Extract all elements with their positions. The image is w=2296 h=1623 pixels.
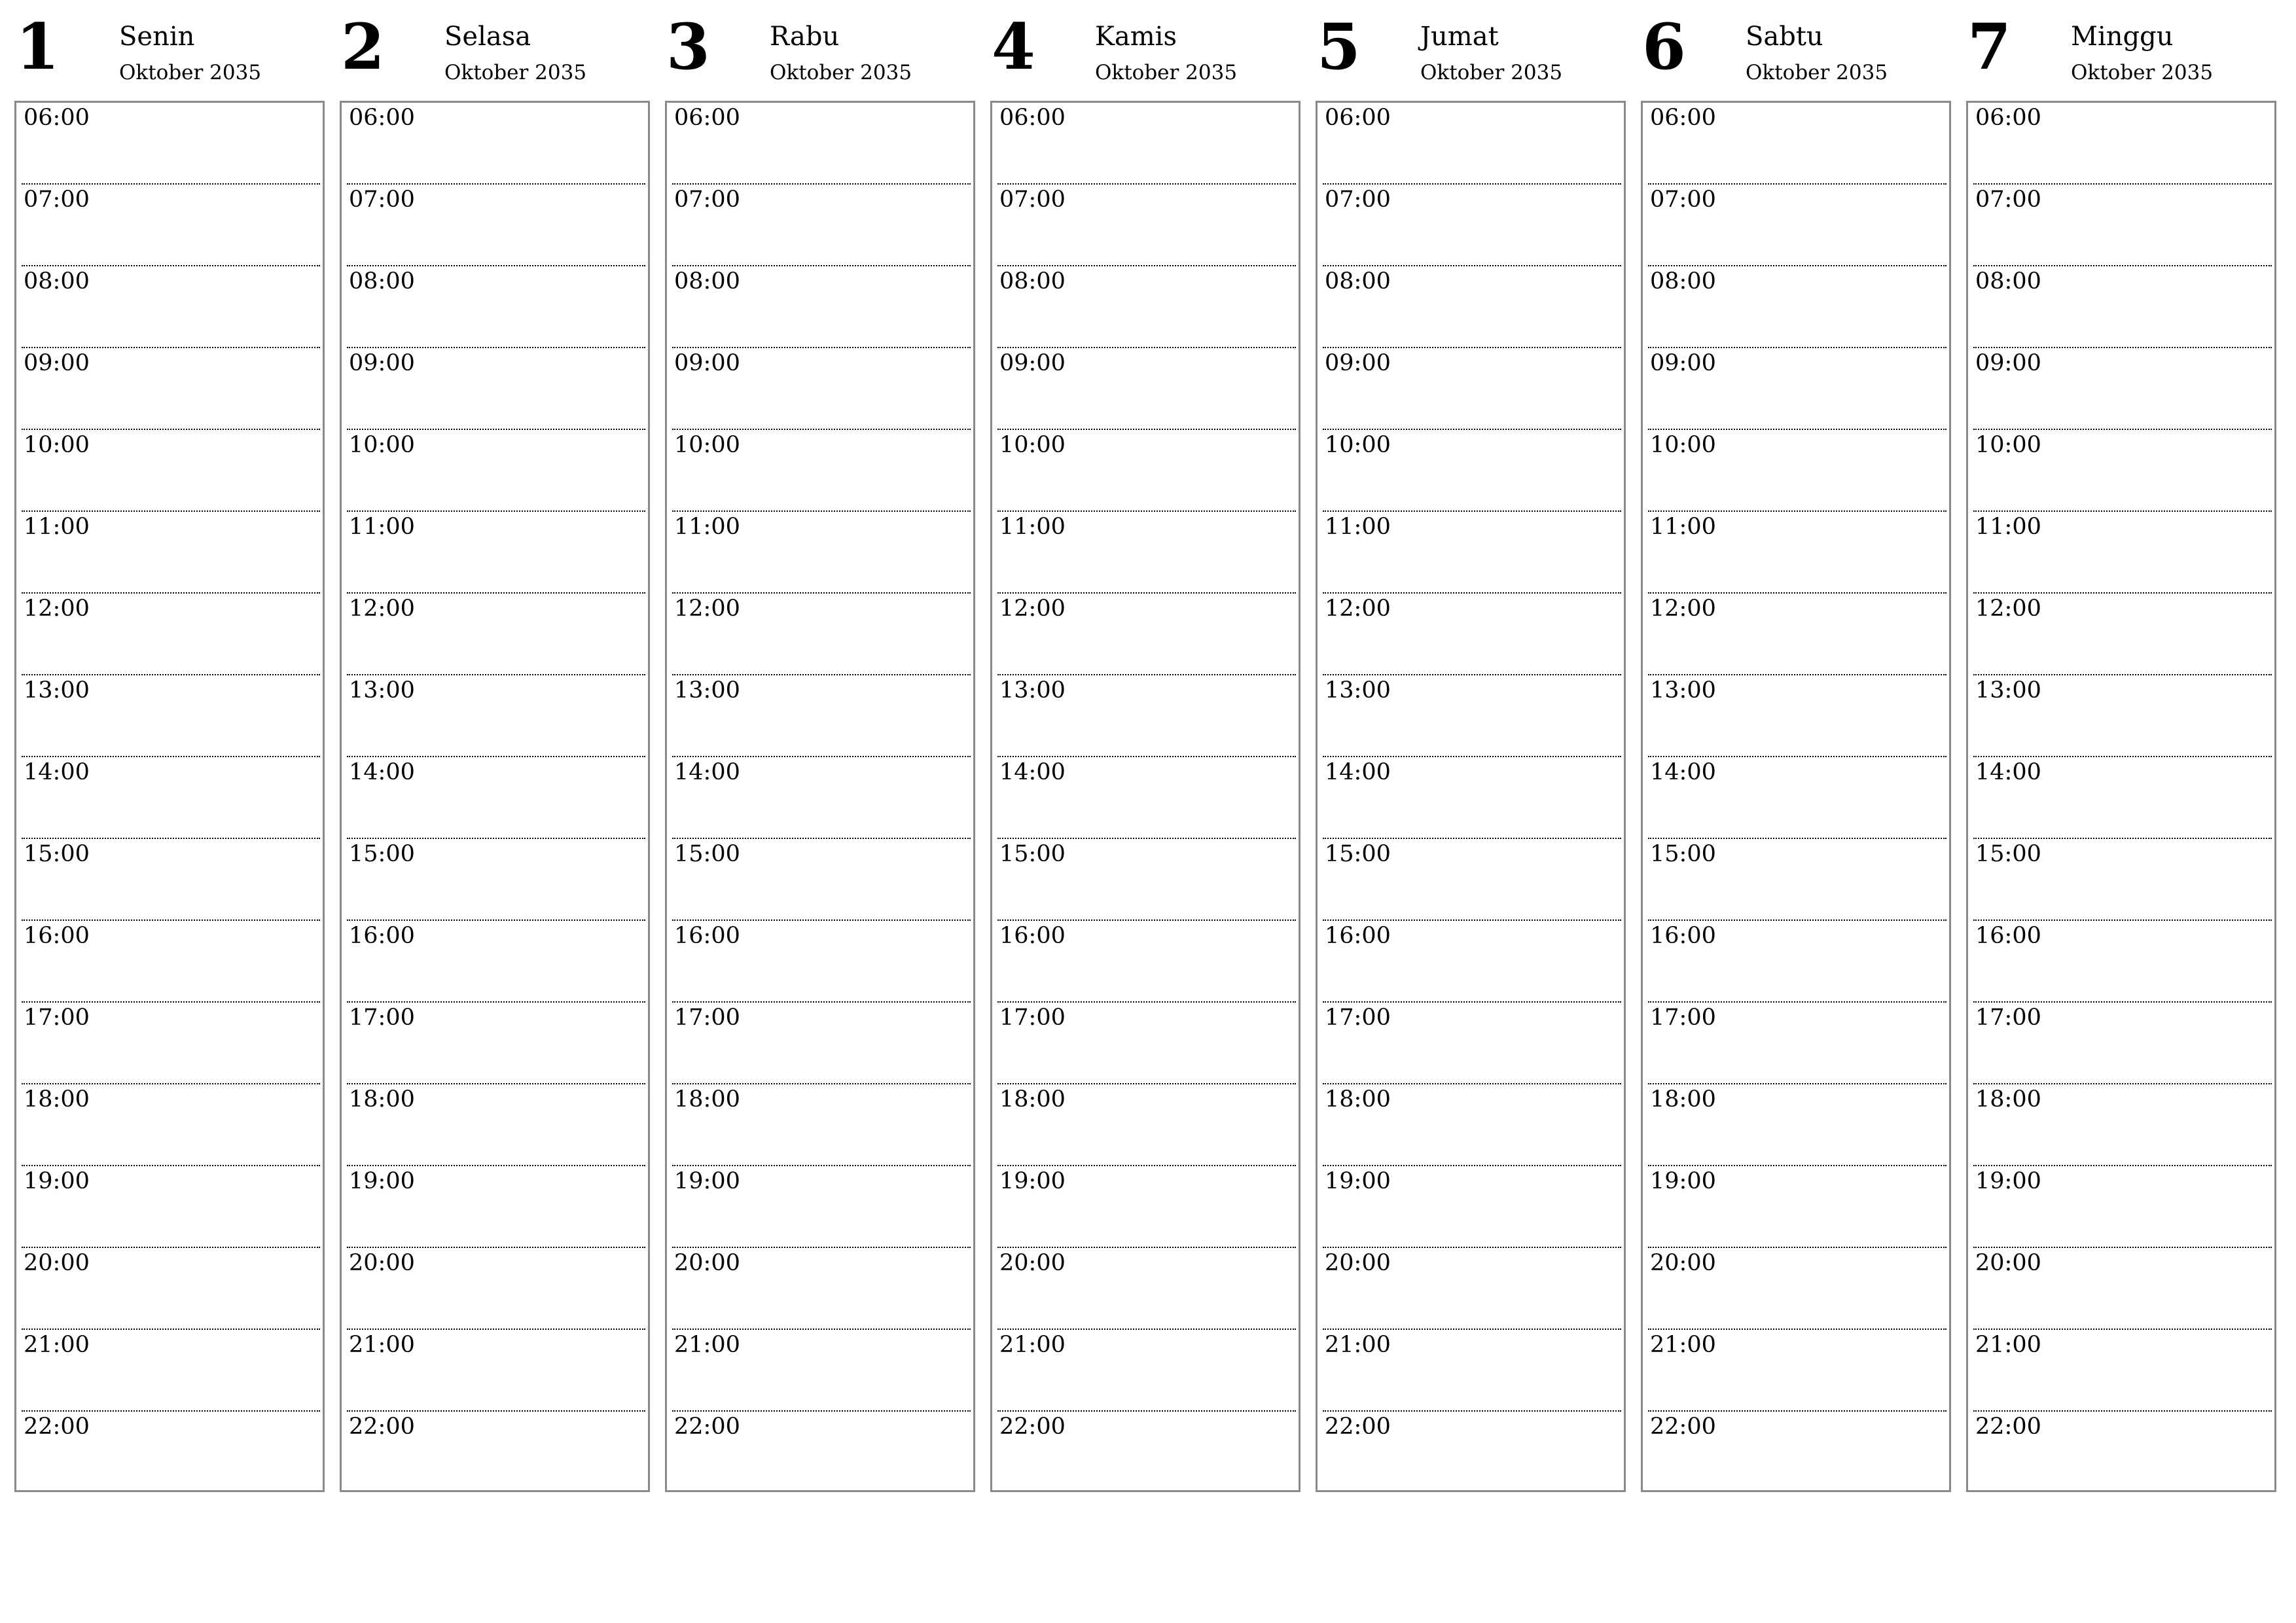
day-header xyxy=(990,0,1303,101)
hour-slot[interactable] xyxy=(1973,1166,2272,1248)
hour-label: 12:00 xyxy=(674,596,740,622)
hour-label: 17:00 xyxy=(1975,1005,2041,1031)
hour-label: 18:00 xyxy=(1325,1086,1391,1113)
hour-label: 21:00 xyxy=(674,1332,740,1358)
hour-slot[interactable] xyxy=(347,185,645,266)
hour-slot[interactable] xyxy=(1323,1003,1621,1084)
hour-label: 21:00 xyxy=(1650,1332,1716,1358)
hour-label: 17:00 xyxy=(999,1005,1066,1031)
hour-label: 21:00 xyxy=(999,1332,1066,1358)
hour-label: 15:00 xyxy=(674,841,740,867)
hour-slot[interactable] xyxy=(1323,266,1621,348)
hour-slot[interactable] xyxy=(1973,921,2272,1003)
hour-slot[interactable] xyxy=(1648,1412,1946,1493)
hour-slot[interactable] xyxy=(997,266,1296,348)
hour-slot[interactable] xyxy=(1973,675,2272,757)
hour-slot[interactable] xyxy=(347,430,645,512)
hour-label: 07:00 xyxy=(999,187,1066,213)
hour-slot[interactable] xyxy=(997,348,1296,430)
hour-label: 10:00 xyxy=(1325,432,1391,458)
hour-label: 06:00 xyxy=(1975,105,2041,131)
hour-slot[interactable] xyxy=(22,1084,320,1166)
hour-label: 18:00 xyxy=(999,1086,1066,1113)
hour-slot[interactable] xyxy=(1648,675,1946,757)
day-header xyxy=(1966,0,2279,101)
hour-label: 15:00 xyxy=(1650,841,1716,867)
hour-label: 14:00 xyxy=(1650,759,1716,785)
hour-label: 22:00 xyxy=(1975,1414,2041,1440)
hour-label: 06:00 xyxy=(999,105,1066,131)
hour-label: 06:00 xyxy=(1650,105,1716,131)
hour-label: 16:00 xyxy=(24,923,90,949)
hour-label: 12:00 xyxy=(24,596,90,622)
hour-label: 22:00 xyxy=(999,1414,1066,1440)
day-name: Senin xyxy=(119,22,195,52)
hour-slot[interactable] xyxy=(997,757,1296,839)
day-column-6 xyxy=(1641,0,1954,1440)
hour-label: 21:00 xyxy=(1975,1332,2041,1358)
day-schedule-box[interactable] xyxy=(990,101,1300,1492)
hour-slot[interactable] xyxy=(1973,185,2272,266)
hour-slot[interactable] xyxy=(672,1248,971,1330)
day-number: 7 xyxy=(1967,10,2011,84)
hour-slot[interactable] xyxy=(347,921,645,1003)
hour-slot[interactable] xyxy=(1323,921,1621,1003)
day-header xyxy=(1316,0,1628,101)
hour-slot[interactable] xyxy=(347,266,645,348)
hour-slot[interactable] xyxy=(997,839,1296,921)
hour-label: 14:00 xyxy=(1325,759,1391,785)
hour-slot[interactable] xyxy=(1648,512,1946,594)
hour-slot[interactable] xyxy=(347,348,645,430)
day-month: Oktober 2035 xyxy=(2071,61,2214,84)
hour-label: 07:00 xyxy=(349,187,415,213)
hour-slot[interactable] xyxy=(1648,921,1946,1003)
hour-slot[interactable] xyxy=(672,921,971,1003)
hour-label: 13:00 xyxy=(1975,677,2041,704)
hour-slot[interactable] xyxy=(672,185,971,266)
hour-slot[interactable] xyxy=(347,1248,645,1330)
hour-label: 22:00 xyxy=(1650,1414,1716,1440)
hour-slot[interactable] xyxy=(1973,348,2272,430)
hour-slot[interactable] xyxy=(997,103,1296,185)
hour-label: 15:00 xyxy=(1975,841,2041,867)
hour-slot[interactable] xyxy=(1973,594,2272,675)
hour-label: 11:00 xyxy=(1325,514,1391,540)
hour-label: 13:00 xyxy=(674,677,740,704)
hour-label: 20:00 xyxy=(349,1250,415,1276)
hour-slot[interactable] xyxy=(347,594,645,675)
weekly-planner xyxy=(14,0,2292,1505)
hour-slot[interactable] xyxy=(22,1330,320,1412)
hour-label: 11:00 xyxy=(999,514,1066,540)
hour-slot[interactable] xyxy=(22,1248,320,1330)
hour-label: 08:00 xyxy=(349,268,415,294)
hour-slot[interactable] xyxy=(1648,594,1946,675)
hour-slot[interactable] xyxy=(997,1330,1296,1412)
hour-label: 08:00 xyxy=(1650,268,1716,294)
day-column-1 xyxy=(14,0,327,1440)
hour-label: 07:00 xyxy=(1650,187,1716,213)
hour-label: 16:00 xyxy=(674,923,740,949)
hour-slot[interactable] xyxy=(1648,1003,1946,1084)
hour-slot[interactable] xyxy=(1648,1248,1946,1330)
hour-label: 13:00 xyxy=(999,677,1066,704)
hour-label: 11:00 xyxy=(349,514,415,540)
hour-label: 19:00 xyxy=(1650,1168,1716,1194)
hour-label: 13:00 xyxy=(349,677,415,704)
hour-label: 06:00 xyxy=(674,105,740,131)
day-column-5 xyxy=(1316,0,1628,1440)
day-column-7 xyxy=(1966,0,2279,1440)
hour-slot[interactable] xyxy=(1648,103,1946,185)
hour-slot[interactable] xyxy=(1323,675,1621,757)
hour-label: 08:00 xyxy=(1325,268,1391,294)
hour-label: 07:00 xyxy=(1975,187,2041,213)
hour-label: 12:00 xyxy=(1975,596,2041,622)
hour-slot[interactable] xyxy=(672,1330,971,1412)
hour-label: 10:00 xyxy=(24,432,90,458)
hour-slot[interactable] xyxy=(1648,757,1946,839)
day-number: 1 xyxy=(16,10,60,84)
hour-label: 12:00 xyxy=(999,596,1066,622)
hour-slot[interactable] xyxy=(1323,185,1621,266)
day-name: Sabtu xyxy=(1746,22,1823,52)
hour-slot[interactable] xyxy=(347,1084,645,1166)
day-number: 4 xyxy=(992,10,1035,84)
hour-slot[interactable] xyxy=(1648,185,1946,266)
hour-slot[interactable] xyxy=(1323,430,1621,512)
hour-slot[interactable] xyxy=(22,1003,320,1084)
hour-label: 08:00 xyxy=(1975,268,2041,294)
day-schedule-box[interactable] xyxy=(1641,101,1951,1492)
hour-label: 08:00 xyxy=(674,268,740,294)
hour-slot[interactable] xyxy=(1648,348,1946,430)
hour-slot[interactable] xyxy=(347,1166,645,1248)
day-month: Oktober 2035 xyxy=(770,61,912,84)
hour-label: 10:00 xyxy=(674,432,740,458)
hour-slot[interactable] xyxy=(1648,430,1946,512)
hour-label: 17:00 xyxy=(1325,1005,1391,1031)
hour-label: 07:00 xyxy=(674,187,740,213)
hour-label: 22:00 xyxy=(349,1414,415,1440)
hour-label: 07:00 xyxy=(1325,187,1391,213)
hour-slot[interactable] xyxy=(1323,1330,1621,1412)
hour-slot[interactable] xyxy=(1973,839,2272,921)
hour-slot[interactable] xyxy=(22,1412,320,1493)
hour-slot[interactable] xyxy=(22,675,320,757)
hour-label: 22:00 xyxy=(24,1414,90,1440)
hour-label: 21:00 xyxy=(1325,1332,1391,1358)
hour-label: 21:00 xyxy=(349,1332,415,1358)
hour-label: 16:00 xyxy=(999,923,1066,949)
hour-label: 12:00 xyxy=(1650,596,1716,622)
day-column-4 xyxy=(990,0,1303,1440)
hour-slot[interactable] xyxy=(997,1003,1296,1084)
hour-slot[interactable] xyxy=(347,103,645,185)
hour-slot[interactable] xyxy=(672,1412,971,1493)
hour-label: 06:00 xyxy=(1325,105,1391,131)
hour-slot[interactable] xyxy=(1648,266,1946,348)
hour-slot[interactable] xyxy=(1973,1412,2272,1493)
hour-slot[interactable] xyxy=(347,1412,645,1493)
hour-label: 10:00 xyxy=(999,432,1066,458)
hour-slot[interactable] xyxy=(1323,348,1621,430)
hour-slot[interactable] xyxy=(997,430,1296,512)
hour-slot[interactable] xyxy=(1973,1330,2272,1412)
hour-slot[interactable] xyxy=(1323,103,1621,185)
hour-slot[interactable] xyxy=(672,1084,971,1166)
day-header xyxy=(340,0,653,101)
hour-label: 21:00 xyxy=(24,1332,90,1358)
hour-label: 19:00 xyxy=(1975,1168,2041,1194)
hour-slot[interactable] xyxy=(1973,430,2272,512)
hour-label: 17:00 xyxy=(674,1005,740,1031)
hour-slot[interactable] xyxy=(22,921,320,1003)
day-number: 6 xyxy=(1642,10,1686,84)
hour-slot[interactable] xyxy=(22,348,320,430)
hour-label: 09:00 xyxy=(1325,350,1391,376)
day-month: Oktober 2035 xyxy=(1095,61,1238,84)
hour-label: 19:00 xyxy=(1325,1168,1391,1194)
hour-slot[interactable] xyxy=(672,1166,971,1248)
hour-slot[interactable] xyxy=(22,757,320,839)
hour-slot[interactable] xyxy=(347,675,645,757)
hour-slot[interactable] xyxy=(1973,512,2272,594)
day-schedule-box[interactable] xyxy=(1966,101,2276,1492)
hour-slot[interactable] xyxy=(1323,1412,1621,1493)
hour-slot[interactable] xyxy=(997,1166,1296,1248)
hour-slot[interactable] xyxy=(997,512,1296,594)
hour-slot[interactable] xyxy=(672,430,971,512)
day-month: Oktober 2035 xyxy=(1746,61,1888,84)
hour-label: 22:00 xyxy=(674,1414,740,1440)
hour-slot[interactable] xyxy=(347,1330,645,1412)
hour-slot[interactable] xyxy=(1323,594,1621,675)
hour-label: 22:00 xyxy=(1325,1414,1391,1440)
hour-label: 20:00 xyxy=(674,1250,740,1276)
hour-label: 19:00 xyxy=(24,1168,90,1194)
hour-label: 17:00 xyxy=(24,1005,90,1031)
hour-label: 15:00 xyxy=(24,841,90,867)
day-schedule-box[interactable] xyxy=(665,101,975,1492)
hour-slot[interactable] xyxy=(672,594,971,675)
hour-label: 09:00 xyxy=(349,350,415,376)
hour-label: 13:00 xyxy=(1650,677,1716,704)
hour-slot[interactable] xyxy=(22,839,320,921)
day-name: Kamis xyxy=(1095,22,1177,52)
hour-label: 20:00 xyxy=(24,1250,90,1276)
hour-slot[interactable] xyxy=(1323,512,1621,594)
hour-slot[interactable] xyxy=(22,266,320,348)
hour-label: 12:00 xyxy=(349,596,415,622)
hour-slot[interactable] xyxy=(347,1003,645,1084)
hour-slot[interactable] xyxy=(1323,1166,1621,1248)
hour-label: 17:00 xyxy=(1650,1005,1716,1031)
hour-slot[interactable] xyxy=(672,839,971,921)
hour-slot[interactable] xyxy=(1648,1084,1946,1166)
day-name: Jumat xyxy=(1420,22,1499,52)
hour-slot[interactable] xyxy=(1323,1084,1621,1166)
hour-label: 11:00 xyxy=(1650,514,1716,540)
hour-slot[interactable] xyxy=(1323,757,1621,839)
hour-slot[interactable] xyxy=(1648,1166,1946,1248)
hour-slot[interactable] xyxy=(672,675,971,757)
hour-label: 20:00 xyxy=(1975,1250,2041,1276)
hour-label: 16:00 xyxy=(349,923,415,949)
hour-label: 10:00 xyxy=(349,432,415,458)
hour-slot[interactable] xyxy=(997,1248,1296,1330)
hour-slot[interactable] xyxy=(672,512,971,594)
hour-label: 16:00 xyxy=(1650,923,1716,949)
hour-label: 14:00 xyxy=(1975,759,2041,785)
hour-label: 19:00 xyxy=(674,1168,740,1194)
hour-slot[interactable] xyxy=(1648,1330,1946,1412)
hour-label: 07:00 xyxy=(24,187,90,213)
hour-slot[interactable] xyxy=(347,757,645,839)
hour-slot[interactable] xyxy=(672,1003,971,1084)
hour-slot[interactable] xyxy=(1973,1003,2272,1084)
hour-label: 20:00 xyxy=(1650,1250,1716,1276)
hour-slot[interactable] xyxy=(1973,757,2272,839)
hour-label: 11:00 xyxy=(674,514,740,540)
day-name: Minggu xyxy=(2071,22,2174,52)
hour-slot[interactable] xyxy=(22,1166,320,1248)
hour-slot[interactable] xyxy=(22,185,320,266)
hour-slot[interactable] xyxy=(1323,1248,1621,1330)
hour-slot[interactable] xyxy=(997,1412,1296,1493)
hour-label: 20:00 xyxy=(999,1250,1066,1276)
hour-label: 08:00 xyxy=(999,268,1066,294)
hour-slot[interactable] xyxy=(1973,1248,2272,1330)
hour-label: 11:00 xyxy=(1975,514,2041,540)
hour-label: 17:00 xyxy=(349,1005,415,1031)
hour-slot[interactable] xyxy=(347,839,645,921)
day-number: 2 xyxy=(341,10,385,84)
hour-label: 18:00 xyxy=(24,1086,90,1113)
day-schedule-box[interactable] xyxy=(340,101,650,1492)
day-number: 3 xyxy=(666,10,710,84)
hour-label: 12:00 xyxy=(1325,596,1391,622)
day-name: Selasa xyxy=(444,22,531,52)
day-column-2 xyxy=(340,0,653,1440)
hour-slot[interactable] xyxy=(1973,103,2272,185)
hour-slot[interactable] xyxy=(672,348,971,430)
hour-slot[interactable] xyxy=(997,185,1296,266)
hour-label: 14:00 xyxy=(349,759,415,785)
day-month: Oktober 2035 xyxy=(1420,61,1563,84)
hour-label: 18:00 xyxy=(349,1086,415,1113)
hour-slot[interactable] xyxy=(997,921,1296,1003)
hour-label: 09:00 xyxy=(1975,350,2041,376)
hour-label: 09:00 xyxy=(999,350,1066,376)
hour-label: 09:00 xyxy=(674,350,740,376)
hour-label: 20:00 xyxy=(1325,1250,1391,1276)
hour-slot[interactable] xyxy=(1648,839,1946,921)
hour-label: 08:00 xyxy=(24,268,90,294)
hour-label: 06:00 xyxy=(349,105,415,131)
hour-label: 15:00 xyxy=(999,841,1066,867)
day-header xyxy=(14,0,327,101)
day-month: Oktober 2035 xyxy=(119,61,262,84)
hour-label: 15:00 xyxy=(1325,841,1391,867)
hour-slot[interactable] xyxy=(22,594,320,675)
hour-slot[interactable] xyxy=(347,512,645,594)
hour-slot[interactable] xyxy=(22,430,320,512)
hour-label: 10:00 xyxy=(1650,432,1716,458)
hour-slot[interactable] xyxy=(997,594,1296,675)
hour-slot[interactable] xyxy=(1973,266,2272,348)
hour-label: 13:00 xyxy=(1325,677,1391,704)
hour-slot[interactable] xyxy=(672,103,971,185)
hour-label: 14:00 xyxy=(999,759,1066,785)
hour-label: 16:00 xyxy=(1975,923,2041,949)
hour-label: 09:00 xyxy=(1650,350,1716,376)
hour-label: 13:00 xyxy=(24,677,90,704)
hour-slot[interactable] xyxy=(22,512,320,594)
hour-label: 16:00 xyxy=(1325,923,1391,949)
hour-slot[interactable] xyxy=(1973,1084,2272,1166)
hour-label: 14:00 xyxy=(674,759,740,785)
day-name: Rabu xyxy=(770,22,840,52)
hour-label: 09:00 xyxy=(24,350,90,376)
day-column-3 xyxy=(665,0,978,1440)
hour-slot[interactable] xyxy=(1323,839,1621,921)
hour-label: 19:00 xyxy=(349,1168,415,1194)
day-schedule-box[interactable] xyxy=(14,101,325,1492)
hour-slot[interactable] xyxy=(997,1084,1296,1166)
hour-label: 11:00 xyxy=(24,514,90,540)
hour-label: 10:00 xyxy=(1975,432,2041,458)
hour-label: 18:00 xyxy=(674,1086,740,1113)
day-month: Oktober 2035 xyxy=(444,61,587,84)
hour-label: 15:00 xyxy=(349,841,415,867)
day-schedule-box[interactable] xyxy=(1316,101,1626,1492)
hour-label: 18:00 xyxy=(1650,1086,1716,1113)
hour-label: 19:00 xyxy=(999,1168,1066,1194)
hour-label: 14:00 xyxy=(24,759,90,785)
day-header xyxy=(1641,0,1954,101)
hour-slot[interactable] xyxy=(672,266,971,348)
hour-label: 06:00 xyxy=(24,105,90,131)
day-header xyxy=(665,0,978,101)
day-number: 5 xyxy=(1317,10,1361,84)
hour-slot[interactable] xyxy=(672,757,971,839)
hour-label: 18:00 xyxy=(1975,1086,2041,1113)
hour-slot[interactable] xyxy=(22,103,320,185)
hour-slot[interactable] xyxy=(997,675,1296,757)
